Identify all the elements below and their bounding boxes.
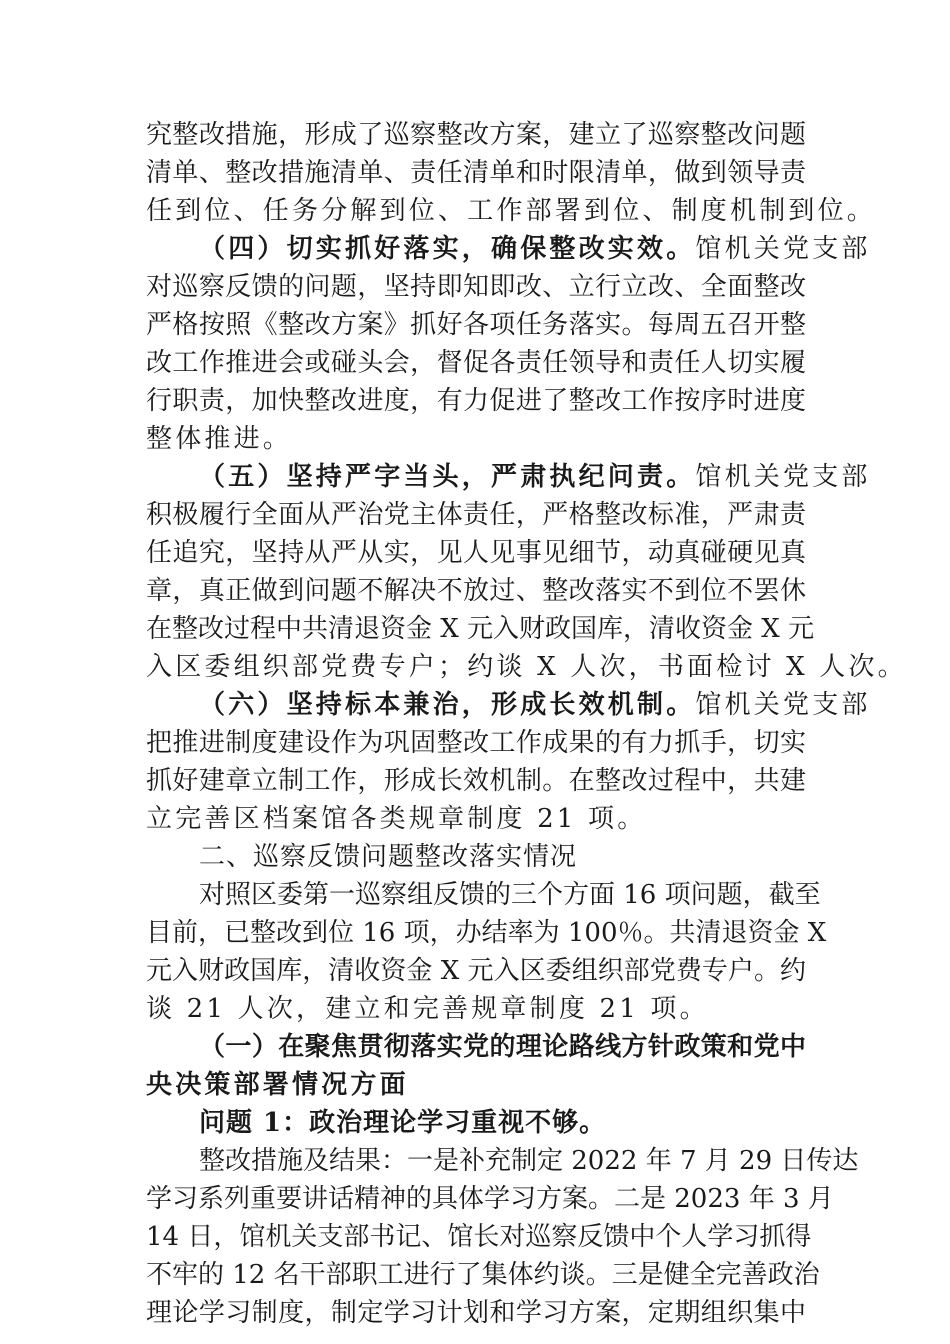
section-6-heading: （六）坚持标本兼治，形成长效机制。 bbox=[199, 690, 696, 720]
paragraph-line: 任到位、任务分解到位、工作部署到位、制度机制到位。 bbox=[146, 196, 877, 226]
paragraph-line: 学习系列重要讲话精神的具体学习方案。二是 2023 年 3 月 bbox=[146, 1184, 834, 1214]
section-6-text: 馆机关党支部 bbox=[695, 690, 871, 720]
paragraph-line: 积极履行全面从严治党主体责任，严格整改标准，严肃责 bbox=[146, 500, 806, 530]
paragraph-line: 14 日，馆机关支部书记、馆长对巡察反馈中个人学习抓得 bbox=[146, 1222, 812, 1252]
problem-heading: 问题 1：政治理论学习重视不够。 bbox=[199, 1108, 607, 1138]
section-heading: 二、巡察反馈问题整改落实情况 bbox=[199, 842, 578, 872]
subsection-heading: 央决策部署情况方面 bbox=[146, 1070, 409, 1100]
paragraph-line: 入区委组织部党费专户；约谈 X 人次，书面检讨 X 人次。 bbox=[146, 652, 907, 682]
paragraph-line: 章，真正做到问题不解决不放过、整改落实不到位不罢休 bbox=[146, 576, 806, 606]
paragraph-line: 整体推进。 bbox=[146, 424, 293, 454]
paragraph-line: 在整改过程中共清退资金 X 元入财政国库，清收资金 X 元 bbox=[146, 614, 815, 644]
section-5-text: 馆机关党支部 bbox=[695, 462, 871, 492]
paragraph-line: 严格按照《整改方案》抓好各项任务落实。每周五召开整 bbox=[146, 310, 806, 340]
paragraph-line: 目前，已整改到位 16 项，办结率为 100％。共清退资金 X bbox=[146, 918, 827, 948]
paragraph-line: 抓好建章立制工作，形成长效机制。在整改过程中，共建 bbox=[146, 766, 806, 796]
paragraph-line: 元入财政国库，清收资金 X 元入区委组织部党费专户。约 bbox=[146, 956, 806, 986]
paragraph-line: 行职责，加快整改进度，有力促进了整改工作按序时进度 bbox=[146, 386, 806, 416]
section-5-line bbox=[199, 460, 871, 494]
paragraph-line: 究整改措施，形成了巡察整改方案，建立了巡察整改问题 bbox=[146, 120, 806, 150]
paragraph-line: 谈 21 人次，建立和完善规章制度 21 项。 bbox=[146, 994, 709, 1024]
paragraph-line: 立完善区档案馆各类规章制度 21 项。 bbox=[146, 804, 647, 834]
paragraph-line: 改工作推进会或碰头会，督促各责任领导和责任人切实履 bbox=[146, 348, 806, 378]
section-4-line bbox=[199, 232, 871, 266]
paragraph-line: 理论学习制度，制定学习计划和学习方案，定期组织集中 bbox=[146, 1298, 806, 1328]
section-4-heading: （四）切实抓好落实，确保整改实效。 bbox=[199, 234, 696, 264]
section-4-text: 馆机关党支部 bbox=[695, 234, 871, 264]
paragraph-line: 整改措施及结果：一是补充制定 2022 年 7 月 29 日传达 bbox=[199, 1146, 859, 1176]
paragraph-line: 不牢的 12 名干部职工进行了集体约谈。三是健全完善政治 bbox=[146, 1260, 820, 1290]
paragraph-line: 对照区委第一巡察组反馈的三个方面 16 项问题，截至 bbox=[199, 880, 821, 910]
paragraph-line: 任追究，坚持从严从实，见人见事见细节，动真碰硬见真 bbox=[146, 538, 806, 568]
subsection-heading: （一）在聚焦贯彻落实党的理论路线方针政策和党中 bbox=[199, 1032, 806, 1062]
paragraph-line: 清单、整改措施清单、责任清单和时限清单，做到领导责 bbox=[146, 158, 806, 188]
section-5-heading: （五）坚持严字当头，严肃执纪问责。 bbox=[199, 462, 696, 492]
paragraph-line: 对巡察反馈的问题，坚持即知即改、立行立改、全面整改 bbox=[146, 272, 806, 302]
paragraph-line: 把推进制度建设作为巩固整改工作成果的有力抓手，切实 bbox=[146, 728, 806, 758]
section-6-line bbox=[199, 688, 871, 722]
